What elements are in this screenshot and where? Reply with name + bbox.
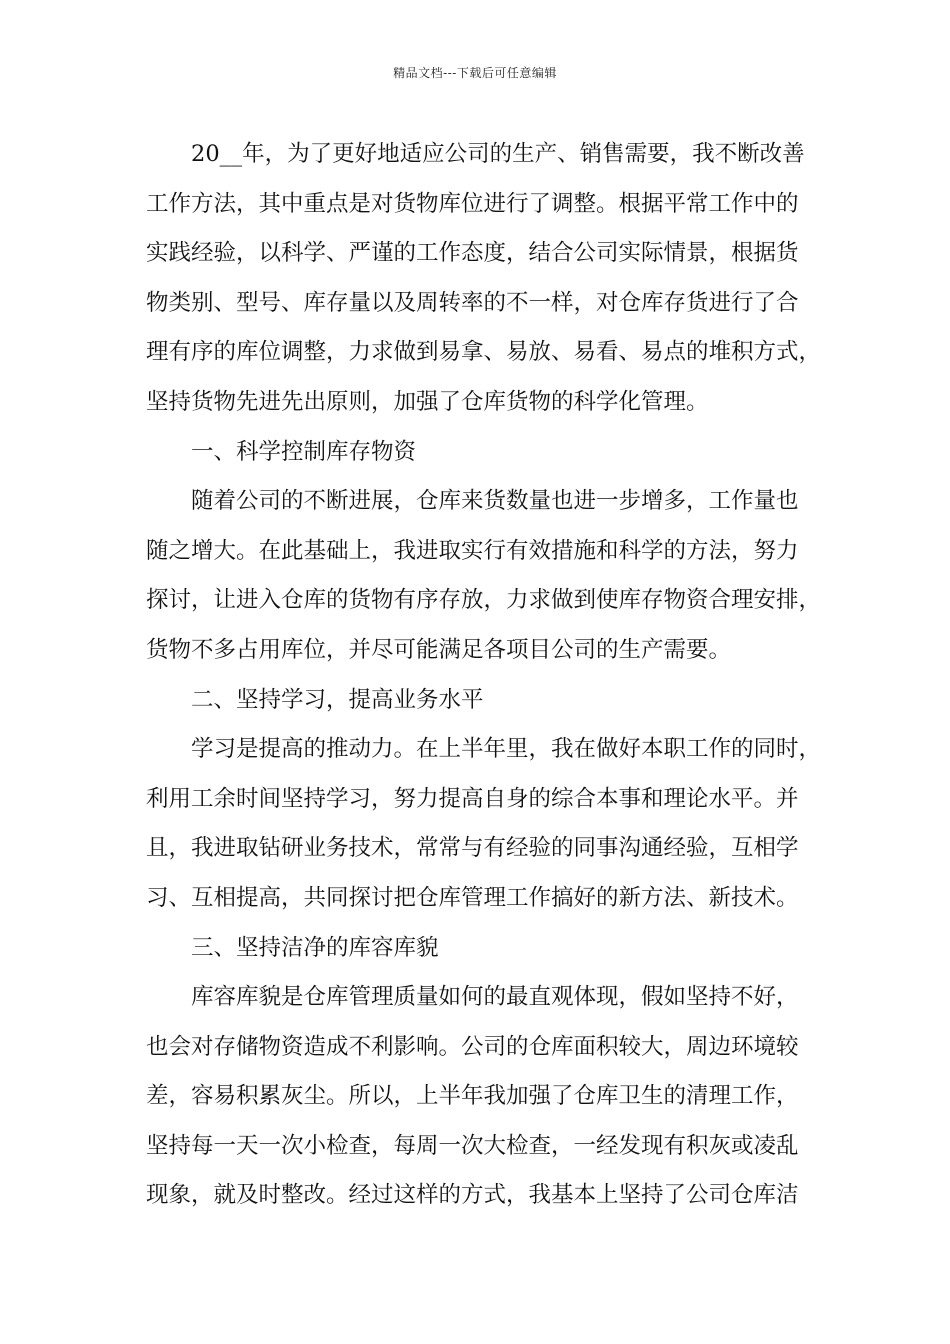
document-body: [146, 130, 822, 1221]
paragraph-line: 随之增大。在此基础上，我进取实行有效措施和科学的方法，努力: [146, 537, 799, 564]
paragraph-line: 坚持货物先进先出原则，加强了仓库货物的科学化管理。: [146, 388, 709, 415]
paragraph-line-first: 三、坚持洁净的库容库貌: [191, 934, 439, 961]
paragraph-line: 探讨，让进入仓库的货物有序存放，力求做到使库存物资合理安排，: [146, 587, 822, 614]
paragraph-line: 现象，就及时整改。经过这样的方式，我基本上坚持了公司仓库洁: [146, 1182, 799, 1209]
paragraph-line-first: 学习是提高的推动力。在上半年里，我在做好本职工作的同时，: [191, 736, 822, 763]
paragraph-line: 且，我进取钻研业务技术，常常与有经验的同事沟通经验，互相学: [146, 835, 799, 862]
page-header: 精品文档---下载后可任意编辑: [393, 66, 557, 80]
paragraph-line-first: 20__年，为了更好地适应公司的生产、销售需要，我不断改善: [191, 141, 805, 167]
paragraph-line: 坚持每一天一次小检查，每周一次大检查，一经发现有积灰或凌乱: [146, 1132, 799, 1159]
paragraph-line: 也会对存储物资造成不利影响。公司的仓库面积较大，周边环境较: [146, 1033, 799, 1060]
paragraph-line: 理有序的库位调整，力求做到易拿、易放、易看、易点的堆积方式，: [146, 339, 822, 366]
paragraph-line-first: 库容库貌是仓库管理质量如何的最直观体现，假如坚持不好，: [191, 984, 799, 1011]
paragraph-line-first: 二、坚持学习，提高业务水平: [191, 686, 484, 713]
paragraph-line: 习、互相提高，共同探讨把仓库管理工作搞好的新方法、新技术。: [146, 884, 799, 911]
paragraph-line-first: 一、科学控制库存物资: [191, 438, 417, 465]
paragraph-line-first: 随着公司的不断进展，仓库来货数量也进一步增多，工作量也: [191, 488, 799, 515]
paragraph-line: 差，容易积累灰尘。所以，上半年我加强了仓库卫生的清理工作，: [146, 1083, 799, 1110]
paragraph-line: 利用工余时间坚持学习，努力提高自身的综合本事和理论水平。并: [146, 785, 799, 812]
paragraph-line: 货物不多占用库位，并尽可能满足各项目公司的生产需要。: [146, 636, 732, 663]
paragraph-line: 实践经验，以科学、严谨的工作态度，结合公司实际情景，根据货: [146, 240, 799, 267]
paragraph-line: 工作方法，其中重点是对货物库位进行了调整。根据平常工作中的: [146, 190, 799, 217]
paragraph-line: 物类别、型号、库存量以及周转率的不一样，对仓库存货进行了合: [146, 289, 799, 316]
